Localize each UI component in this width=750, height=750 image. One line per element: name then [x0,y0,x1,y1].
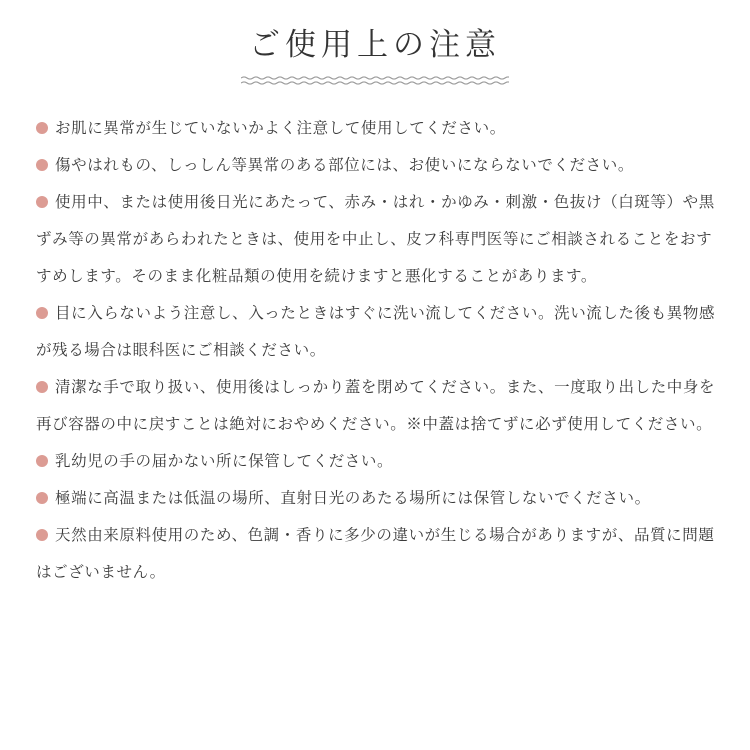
caution-text: 極端に高温または低温の場所、直射日光のあたる場所には保管しないでください。 [55,489,651,507]
caution-text: 目に入らないよう注意し、入ったときはすぐに洗い流してください。洗い流した後も異物感が残る場合は眼科医にご相談ください。 [36,304,716,359]
caution-item [36,147,726,184]
bullet-dot [36,492,48,504]
bullet-dot [36,307,48,319]
caution-text: 使用中、または使用後日光にあたって、赤み・はれ・かゆみ・刺激・色抜け（白斑等）や黒ずみ等の異常があらわれたときは、使用を中止し、皮フ科専門医等にご相談されることをおすすめします。そのまま化粧品類の使用を続けますと悪化することがあります。 [36,193,715,285]
bullet-dot [36,122,48,134]
caution-text: 乳幼児の手の届かない所に保管してください。 [55,452,394,470]
bullet-dot [36,455,48,467]
caution-text: 清潔な手で取り扱い、使用後はしっかり蓋を閉めてください。また、一度取り出した中身を再び容器の中に戻すことは絶対におやめください。※中蓋は捨てずに必ず使用してください。 [36,378,716,433]
caution-text: お肌に異常が生じていないかよく注意して使用してください。 [55,119,506,137]
caution-item [36,443,726,480]
header [0,22,750,88]
caution-item [36,480,726,517]
caution-text: 傷やはれもの、しっしん等異常のある部位には、お使いにならないでください。 [55,156,634,174]
bullet-dot [36,196,48,208]
caution-list [36,110,726,591]
bullet-dot [36,529,48,541]
bullet-dot [36,381,48,393]
caution-item [36,184,726,295]
caution-item [36,369,726,443]
page-title: ご使用上の注意 [249,27,501,63]
caution-item [36,295,726,369]
caution-item [36,517,726,591]
caution-text: 天然由来原料使用のため、色調・香りに多少の違いが生じる場合がありますが、品質に問題はございません。 [36,526,715,581]
wave-divider [241,74,509,88]
bullet-dot [36,159,48,171]
caution-item [36,110,726,147]
